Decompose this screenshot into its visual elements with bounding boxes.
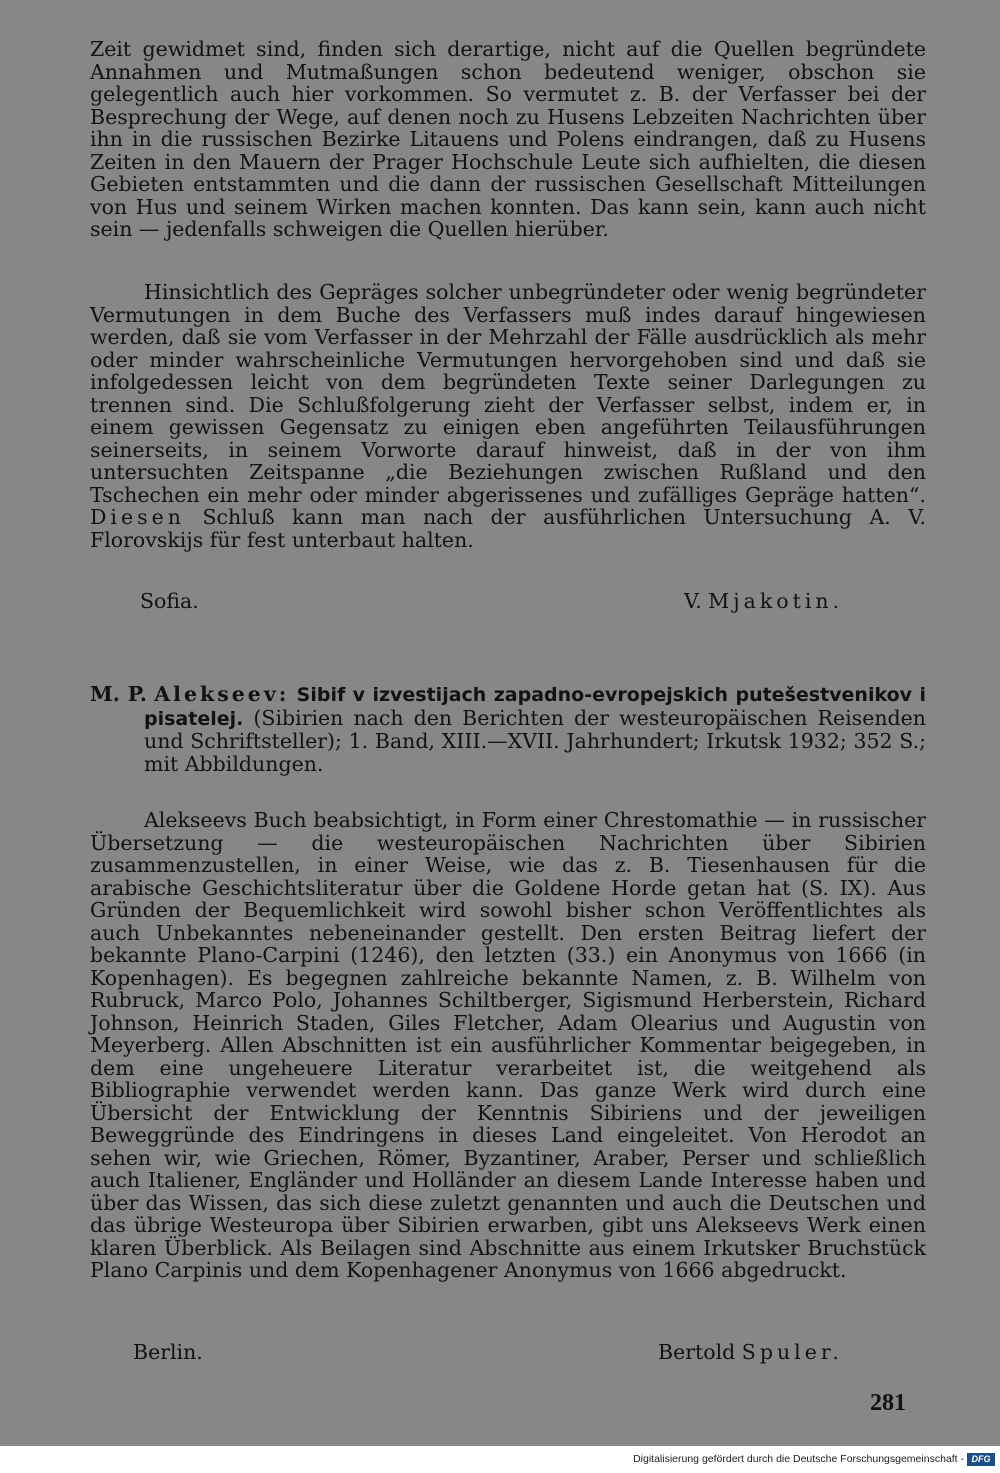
review1-place: Sofia. (140, 589, 199, 613)
review2-reviewer-surname: Spuler. (741, 1340, 843, 1364)
review2-author-initials: M. P. (90, 682, 147, 706)
page-number: 281 (870, 1390, 906, 1416)
review2-paragraph: Alekseevs Buch beabsichtigt, in Form einer Chrestomathie — in russischer Übersetzung — die westeuropäischen Nachrichten über Sibirien zusammenzustellen, in einer Weise, wie das z. B. Tiesenhausen für die arabische Geschichtsliteratur über die Goldene Horde getan hat (S. IX). Aus Gründen der Bequemlichkeit wird sowohl bisher schon Veröffentlichtes als auch Unbekanntes nebeneinander gestellt. Den ersten Beitrag liefert der bekannte Plano-Carpini (1246), den letzten (33.) ein Anonymus von 1666 (in Kopenhagen). Es begegnen zahlreiche bekannte Namen, z. B. Wilhelm von Rubruck, Marco Polo, Johannes Schiltberger, Sigismund Herberstein, Richard Johnson, Heinrich Staden, Giles Fletcher, Adam Olearius und Augustin von Meyerberg. Allen Abschnitten ist ein ausführlicher Kommentar beigegeben, in dem eine ungeheuere Literatur verarbeitet ist, die weitgehend als Bibliographie verwendet werden kann. Das ganze Werk wird durch eine Übersicht der Entwicklung der Kenntnis Sibiriens und der jeweiligen Beweggründe des Eindringens in dieses Land eingeleitet. Von Herodot an sehen wir, wie Griechen, Römer, Byzantiner, Araber, Perser und schließlich auch Italiener, Engländer und Holländer an diesem Lande Interesse haben und über das Wissen, das sich diese zuletzt genannten und auch die Deutschen und das übrige Westeuropa über Sibirien erwarben, gibt uns Alekseevs Werk einen klaren Überblick. Als Beilagen sind Abschnitte aus einem Irkutsker Bruchstück Plano Carpinis und dem Kopenhagener Anonymus von 1666 abgedruckt. (90, 808, 926, 1282)
review1-spaced-word: Diesen (90, 505, 185, 529)
footer-credit: Digitalisierung gefördert durch die Deutsche Forschungsgemeinschaft - (633, 1453, 964, 1465)
review2-citation (90, 683, 926, 775)
review2-place: Berlin. (133, 1340, 203, 1364)
review1-reviewer-surname: Mjakotin. (708, 589, 844, 613)
review1-paragraph-2-end: Schluß kann man nach der ausführlichen Untersuchung A. V. Florovskijs für fest unterbaut halten. (90, 505, 926, 552)
review1-reviewer (684, 589, 843, 613)
review2-book-title: Sibif v izvestijach zapadno-evropejskich putešestvenikov i pisatelej. (144, 684, 926, 730)
digitization-footer (0, 1446, 1000, 1473)
review2-reviewer (658, 1340, 843, 1364)
dfg-logo-icon: DFG (967, 1453, 995, 1466)
review2-author-surname: Alekseev: (154, 682, 290, 706)
review1-paragraph-2-main: Hinsichtlich des Gepräges solcher unbegründeter oder wenig begründeter Vermutungen in dem Buche des Verfassers muß indes darauf hingewiesen werden, daß sie vom Verfasser in der Mehrzahl der Fälle ausdrücklich als mehr oder minder wahrscheinliche Vermutungen hervorgehoben sind und daß sie infolgedessen leicht von dem begründeten Texte seiner Darlegungen zu trennen sind. Die Schlußfolgerung zieht der Verfasser selbst, indem er, in einem gewissen Gegensatz zu einigen eben angeführten Teilausführungen seinerseits, in seinem Vorworte darauf hinweist, daß in der von ihm untersuchten Zeitspanne „die Beziehungen zwischen Rußland und den Tschechen ein mehr oder minder abgerissenes und zufälliges Gepräge hatten“. (90, 280, 926, 507)
review2-reviewer-first: Bertold (658, 1340, 736, 1364)
review1-signature-line (0, 589, 1000, 613)
review1-paragraph-2 (90, 281, 926, 551)
review1-paragraph-1: Zeit gewidmet sind, finden sich derartige, nicht auf die Quellen begründete Annahmen und Mutmaßungen schon bedeutend weniger, obschon sie gelegentlich auch hier vorkommen. So vermutet z. B. der Verfasser bei der Besprechung der Wege, auf denen noch zu Husens Lebzeiten Nachrichten über ihn in die russischen Bezirke Litauens und Polens eindrangen, daß zu Husens Zeiten in den Mauern der Prager Hochschule Leute sich aufhielten, die diesen Gebieten entstammten und die dann der russischen Gesellschaft Mitteilungen von Hus und seinem Wirken machen konnten. Das kann sein, kann auch nicht sein — jedenfalls schweigen die Quellen hierüber. (90, 37, 926, 241)
review1-reviewer-initial: V. (684, 589, 702, 613)
review2-heading (90, 683, 926, 775)
review2-book-details: (Sibirien nach den Berichten der westeuropäischen Reisenden und Schriftsteller); 1. Band, XIII.—XVII. Jahrhundert; Irkutsk 1932; 352 S.; mit Abbildungen. (144, 705, 926, 776)
review2-signature-line (0, 1340, 1000, 1364)
